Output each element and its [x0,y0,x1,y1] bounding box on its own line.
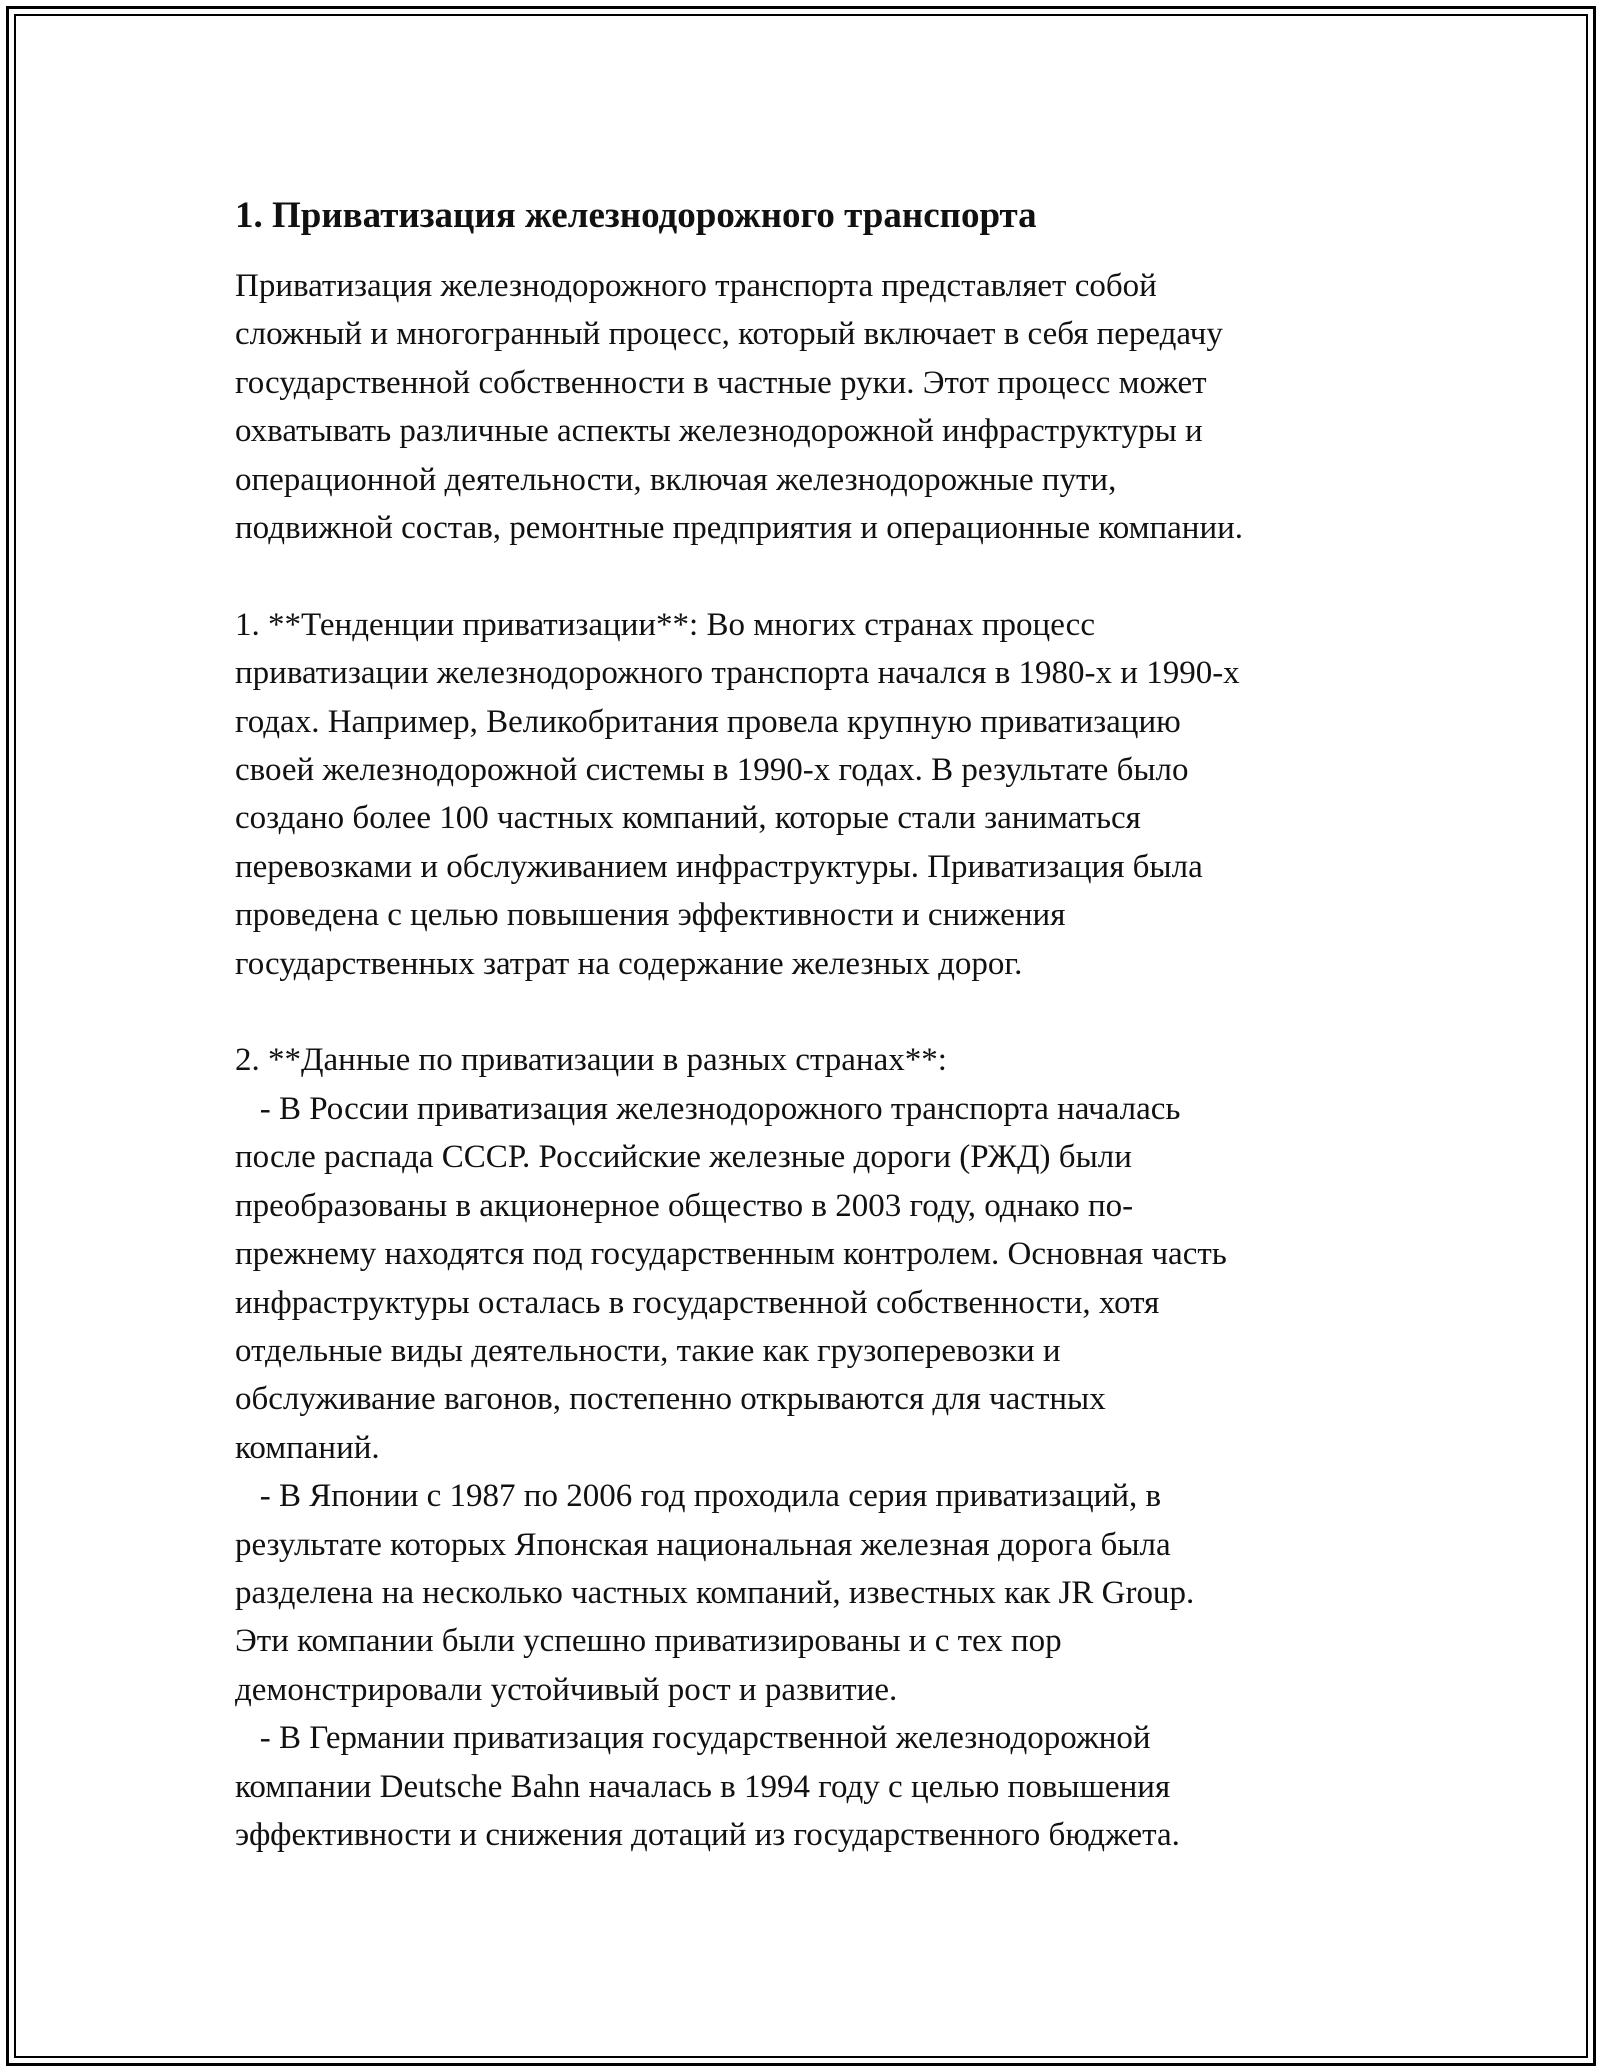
text-line: обслуживание вагонов, постепенно открываются для частных [235,1381,1106,1418]
text-line: 1. **Тенденции приватизации**: Во многих странах процесс [235,606,1095,643]
document-body [235,190,1375,1859]
paragraph-spacer [235,552,1375,600]
text-line: охватывать различные аспекты железнодорожной инфраструктуры и [235,413,1203,450]
text-line: операционной деятельности, включая железнодорожные пути, [235,461,1117,498]
text-line: Приватизация железнодорожного транспорта представляет собой [235,268,1157,304]
text-line: - В России приватизация железнодорожного транспорта началась [235,1090,1181,1127]
text-line: прежнему находятся под государственным контролем. Основная часть [235,1236,1227,1273]
text-line: 2. **Данные по приватизации в разных странах**: [235,1042,947,1079]
text-line: сложный и многогранный процесс, который включает в себя передачу [235,316,1223,353]
paragraph-trends [235,601,1375,988]
paragraph-country-data [235,1036,1375,1859]
paragraph-intro [235,262,1375,552]
text-line: подвижной состав, ремонтные предприятия и операционные компании. [235,510,1244,547]
text-line: - В Японии с 1987 по 2006 год проходила серия приватизаций, в [235,1478,1162,1515]
text-line: Эти компании были успешно приватизированы и с тех пор [235,1623,1062,1660]
text-line: создано более 100 частных компаний, которые стали заниматься [235,800,1141,837]
text-line: приватизации железнодорожного транспорта начался в 1980-х и 1990-х [235,655,1240,692]
text-line: демонстрировали устойчивый рост и развитие. [235,1671,898,1708]
text-line: государственных затрат на содержание железных дорог. [235,945,1023,982]
text-line: проведена с целью повышения эффективности и снижения [235,897,1066,934]
text-line: эффективности и снижения дотаций из государственного бюджета. [235,1816,1180,1853]
text-line: перевозками и обслуживанием инфраструктуры. Приватизация была [235,848,1203,885]
text-line: своей железнодорожной системы в 1990-х годах. В результате было [235,752,1189,789]
text-line: компаний. [235,1429,380,1466]
text-line: годах. Например, Великобритания провела крупную приватизацию [235,703,1181,740]
text-line: инфраструктуры осталась в государственной собственности, хотя [235,1284,1160,1321]
text-line: отдельные виды деятельности, такие как грузоперевозки и [235,1332,1061,1369]
text-line: после распада СССР. Российские железные дороги (РЖД) были [235,1139,1132,1176]
text-line: компании Deutsche Bahn началась в 1994 году с целью повышения [235,1768,1171,1805]
text-line: преобразованы в акционерное общество в 2003 году, однако по- [235,1187,1134,1224]
section-heading: 1. Приватизация железнодорожного транспорта [235,195,1037,236]
paragraph-spacer [235,988,1375,1036]
text-line: разделена на несколько частных компаний, известных как JR Group. [235,1574,1195,1611]
text-line: результате которых Японская национальная железная дорога была [235,1526,1171,1563]
text-line: - В Германии приватизация государственной железнодорожной [235,1720,1151,1757]
text-line: государственной собственности в частные руки. Этот процесс может [235,364,1207,401]
